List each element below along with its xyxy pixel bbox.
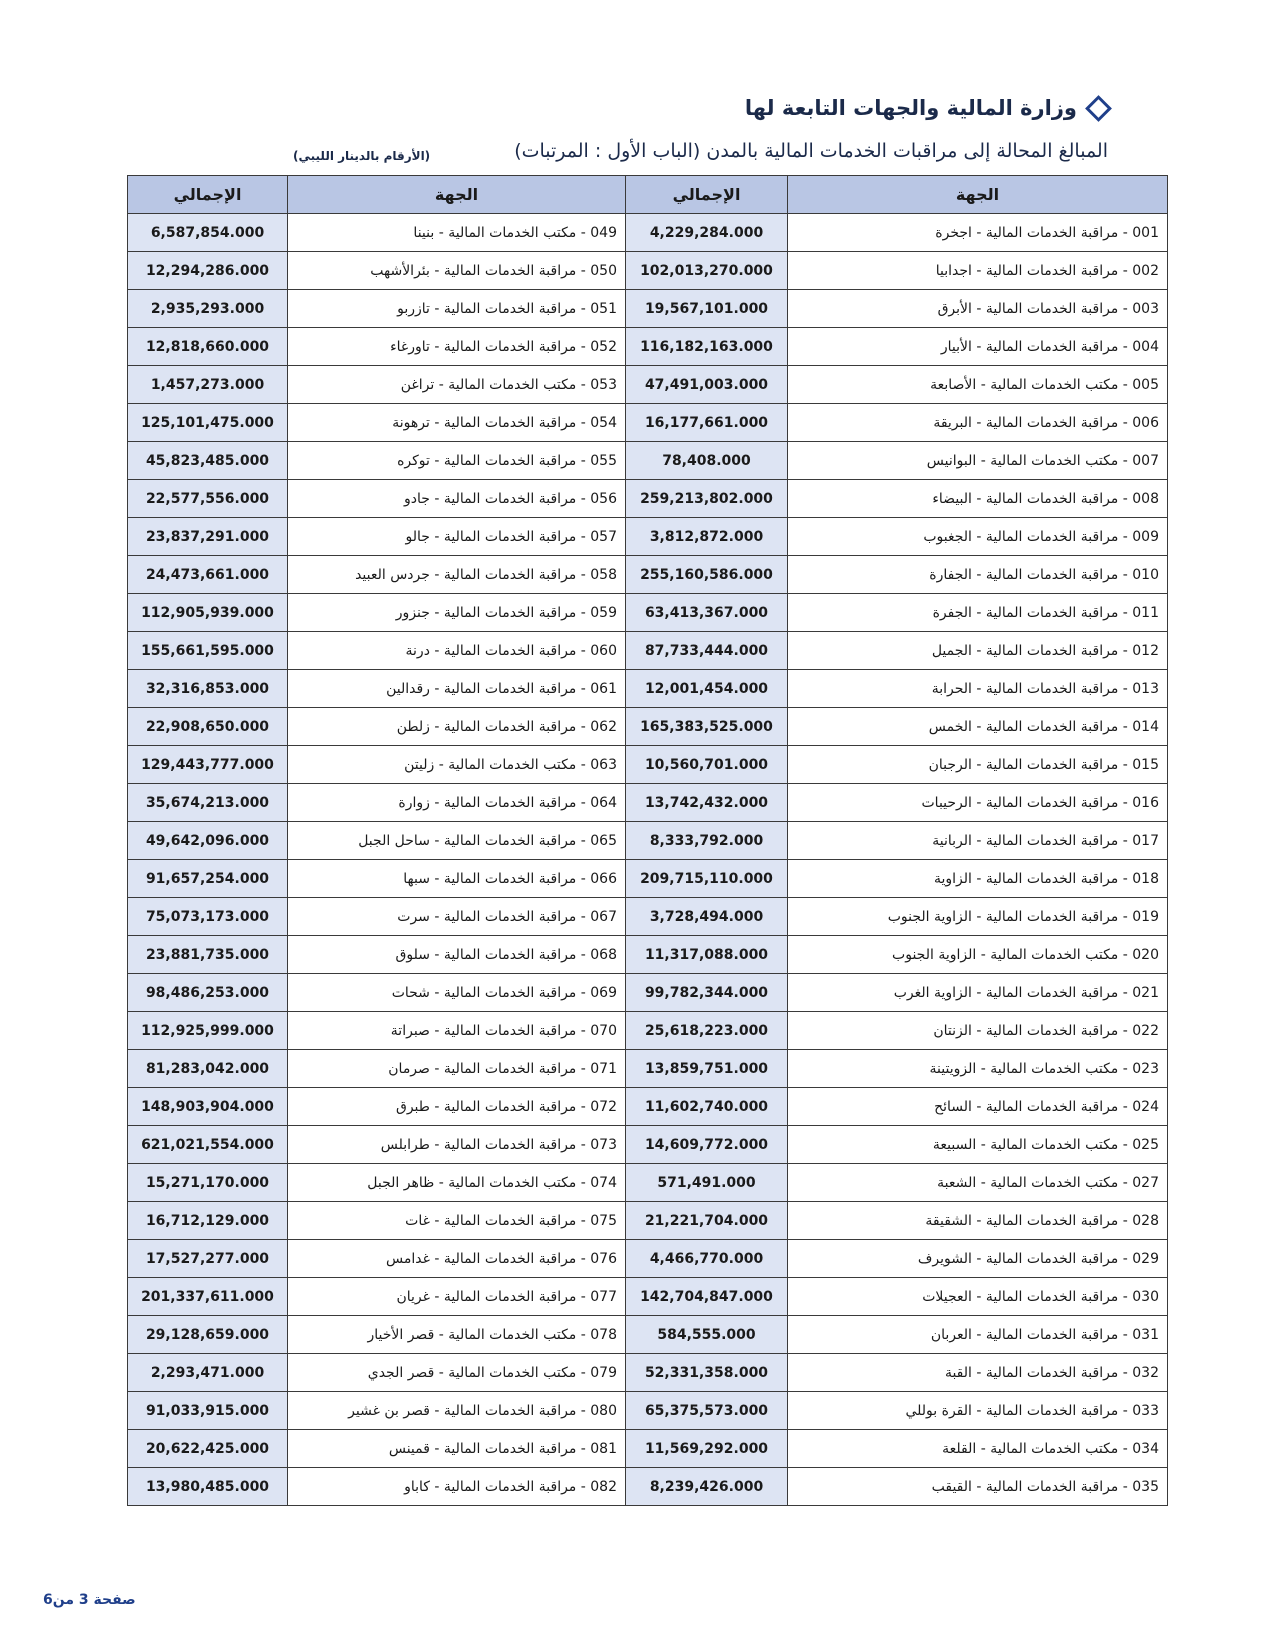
total-amount-cell: 1,457,273.000 [128,366,288,404]
column-header-total-1: الإجمالي [626,176,788,214]
total-amount-cell: 21,221,704.000 [626,1202,788,1240]
total-amount-cell: 47,491,003.000 [626,366,788,404]
total-amount-cell: 63,413,367.000 [626,594,788,632]
table-row [128,1354,1168,1392]
total-amount-cell: 621,021,554.000 [128,1126,288,1164]
entity-name-cell: 057 - مراقبة الخدمات المالية - جالو [288,518,626,556]
table-row [128,1316,1168,1354]
entity-name-cell: 050 - مراقبة الخدمات المالية - بئرالأشهب [288,252,626,290]
entity-name-cell: 018 - مراقبة الخدمات المالية - الزاوية [788,860,1168,898]
entity-name-cell: 060 - مراقبة الخدمات المالية - درنة [288,632,626,670]
total-amount-cell: 2,293,471.000 [128,1354,288,1392]
entity-name-cell: 010 - مراقبة الخدمات المالية - الجفارة [788,556,1168,594]
total-amount-cell: 12,818,660.000 [128,328,288,366]
total-amount-cell: 45,823,485.000 [128,442,288,480]
entity-name-cell: 014 - مراقبة الخدمات المالية - الخمس [788,708,1168,746]
entity-name-cell: 020 - مكتب الخدمات المالية - الزاوية الجنوب [788,936,1168,974]
total-amount-cell: 49,642,096.000 [128,822,288,860]
table-row [128,1126,1168,1164]
table-row [128,1164,1168,1202]
column-header-total-2: الإجمالي [128,176,288,214]
table-row [128,1278,1168,1316]
entity-name-cell: 052 - مراقبة الخدمات المالية - تاورغاء [288,328,626,366]
total-amount-cell: 23,881,735.000 [128,936,288,974]
table-row [128,708,1168,746]
total-amount-cell: 24,473,661.000 [128,556,288,594]
total-amount-cell: 16,712,129.000 [128,1202,288,1240]
title-text: وزارة المالية والجهات التابعة لها [744,96,1077,120]
table-body [128,214,1168,1506]
entity-name-cell: 081 - مراقبة الخدمات المالية - قمينس [288,1430,626,1468]
total-amount-cell: 116,182,163.000 [626,328,788,366]
table-row [128,1240,1168,1278]
total-amount-cell: 4,466,770.000 [626,1240,788,1278]
entity-name-cell: 051 - مراقبة الخدمات المالية - تازربو [288,290,626,328]
entity-name-cell: 016 - مراقبة الخدمات المالية - الرحيبات [788,784,1168,822]
page-number: صفحة 3 من6 [43,1592,136,1608]
entity-name-cell: 001 - مراقبة الخدمات المالية - اجخرة [788,214,1168,252]
total-amount-cell: 12,294,286.000 [128,252,288,290]
entity-name-cell: 002 - مراقبة الخدمات المالية - اجدابيا [788,252,1168,290]
total-amount-cell: 35,674,213.000 [128,784,288,822]
table-row [128,366,1168,404]
entity-name-cell: 008 - مراقبة الخدمات المالية - البيضاء [788,480,1168,518]
total-amount-cell: 91,033,915.000 [128,1392,288,1430]
table-header-row [128,176,1168,214]
entity-name-cell: 078 - مكتب الخدمات المالية - قصر الأخيار [288,1316,626,1354]
entity-name-cell: 029 - مراقبة الخدمات المالية - الشويرف [788,1240,1168,1278]
total-amount-cell: 25,618,223.000 [626,1012,788,1050]
total-amount-cell: 22,908,650.000 [128,708,288,746]
total-amount-cell: 10,560,701.000 [626,746,788,784]
total-amount-cell: 209,715,110.000 [626,860,788,898]
total-amount-cell: 584,555.000 [626,1316,788,1354]
total-amount-cell: 75,073,173.000 [128,898,288,936]
total-amount-cell: 98,486,253.000 [128,974,288,1012]
table-row [128,404,1168,442]
total-amount-cell: 8,239,426.000 [626,1468,788,1506]
entity-name-cell: 074 - مكتب الخدمات المالية - ظاهر الجبل [288,1164,626,1202]
entity-name-cell: 006 - مراقبة الخدمات المالية - البريقة [788,404,1168,442]
entity-name-cell: 065 - مراقبة الخدمات المالية - ساحل الجبل [288,822,626,860]
total-amount-cell: 155,661,595.000 [128,632,288,670]
table-row [128,974,1168,1012]
table-row [128,290,1168,328]
units-note: (الأرقام بالدينار الليبي) [293,149,431,163]
total-amount-cell: 142,704,847.000 [626,1278,788,1316]
entity-name-cell: 076 - مراقبة الخدمات المالية - غدامس [288,1240,626,1278]
entity-name-cell: 030 - مراقبة الخدمات المالية - العجيلات [788,1278,1168,1316]
entity-name-cell: 049 - مكتب الخدمات المالية - بنينا [288,214,626,252]
table-row [128,1392,1168,1430]
entity-name-cell: 077 - مراقبة الخدمات المالية - غريان [288,1278,626,1316]
column-header-entity-1: الجهة [788,176,1168,214]
entity-name-cell: 003 - مراقبة الخدمات المالية - الأبرق [788,290,1168,328]
table-row [128,1468,1168,1506]
total-amount-cell: 11,569,292.000 [626,1430,788,1468]
table-row [128,822,1168,860]
table-row [128,480,1168,518]
entity-name-cell: 055 - مراقبة الخدمات المالية - توكره [288,442,626,480]
table-row [128,632,1168,670]
total-amount-cell: 3,728,494.000 [626,898,788,936]
total-amount-cell: 87,733,444.000 [626,632,788,670]
entity-name-cell: 017 - مراقبة الخدمات المالية - الربانية [788,822,1168,860]
total-amount-cell: 4,229,284.000 [626,214,788,252]
entity-name-cell: 061 - مراقبة الخدمات المالية - رقدالين [288,670,626,708]
table-row [128,1430,1168,1468]
total-amount-cell: 99,782,344.000 [626,974,788,1012]
entity-name-cell: 012 - مراقبة الخدمات المالية - الجميل [788,632,1168,670]
entity-name-cell: 022 - مراقبة الخدمات المالية - الزنتان [788,1012,1168,1050]
total-amount-cell: 29,128,659.000 [128,1316,288,1354]
entity-name-cell: 069 - مراقبة الخدمات المالية - شحات [288,974,626,1012]
total-amount-cell: 12,001,454.000 [626,670,788,708]
total-amount-cell: 13,980,485.000 [128,1468,288,1506]
entity-name-cell: 025 - مكتب الخدمات المالية - السبيعة [788,1126,1168,1164]
entity-name-cell: 031 - مراقبة الخدمات المالية - العربان [788,1316,1168,1354]
total-amount-cell: 2,935,293.000 [128,290,288,328]
table-row [128,1088,1168,1126]
entity-name-cell: 082 - مراقبة الخدمات المالية - كاباو [288,1468,626,1506]
column-header-entity-2: الجهة [288,176,626,214]
entity-name-cell: 032 - مراقبة الخدمات المالية - القبة [788,1354,1168,1392]
entity-name-cell: 073 - مراقبة الخدمات المالية - طرابلس [288,1126,626,1164]
total-amount-cell: 20,622,425.000 [128,1430,288,1468]
total-amount-cell: 78,408.000 [626,442,788,480]
entity-name-cell: 004 - مراقبة الخدمات المالية - الأبيار [788,328,1168,366]
entity-name-cell: 011 - مراقبة الخدمات المالية - الجفرة [788,594,1168,632]
total-amount-cell: 32,316,853.000 [128,670,288,708]
table-row [128,860,1168,898]
table-row [128,214,1168,252]
total-amount-cell: 16,177,661.000 [626,404,788,442]
table-row [128,784,1168,822]
entity-name-cell: 056 - مراقبة الخدمات المالية - جادو [288,480,626,518]
total-amount-cell: 11,317,088.000 [626,936,788,974]
table-row [128,670,1168,708]
entity-name-cell: 066 - مراقبة الخدمات المالية - سبها [288,860,626,898]
total-amount-cell: 125,101,475.000 [128,404,288,442]
total-amount-cell: 65,375,573.000 [626,1392,788,1430]
amounts-table [127,175,1168,1506]
total-amount-cell: 259,213,802.000 [626,480,788,518]
entity-name-cell: 072 - مراقبة الخدمات المالية - طبرق [288,1088,626,1126]
entity-name-cell: 023 - مكتب الخدمات المالية - الزويتينة [788,1050,1168,1088]
entity-name-cell: 071 - مراقبة الخدمات المالية - صرمان [288,1050,626,1088]
total-amount-cell: 112,905,939.000 [128,594,288,632]
table-row [128,1202,1168,1240]
entity-name-cell: 033 - مراقبة الخدمات المالية - القرة بوللي [788,1392,1168,1430]
entity-name-cell: 005 - مكتب الخدمات المالية - الأصابعة [788,366,1168,404]
total-amount-cell: 6,587,854.000 [128,214,288,252]
entity-name-cell: 062 - مراقبة الخدمات المالية - زلطن [288,708,626,746]
total-amount-cell: 15,271,170.000 [128,1164,288,1202]
total-amount-cell: 91,657,254.000 [128,860,288,898]
entity-name-cell: 027 - مكتب الخدمات المالية - الشعبة [788,1164,1168,1202]
entity-name-cell: 035 - مراقبة الخدمات المالية - القيقب [788,1468,1168,1506]
table-row [128,328,1168,366]
table-row [128,1050,1168,1088]
table-row [128,594,1168,632]
entity-name-cell: 013 - مراقبة الخدمات المالية - الحرابة [788,670,1168,708]
total-amount-cell: 102,013,270.000 [626,252,788,290]
total-amount-cell: 81,283,042.000 [128,1050,288,1088]
entity-name-cell: 034 - مكتب الخدمات المالية - القلعة [788,1430,1168,1468]
total-amount-cell: 571,491.000 [626,1164,788,1202]
total-amount-cell: 8,333,792.000 [626,822,788,860]
table-row [128,898,1168,936]
table-row [128,442,1168,480]
table-row [128,556,1168,594]
total-amount-cell: 19,567,101.000 [626,290,788,328]
table-row [128,1012,1168,1050]
total-amount-cell: 3,812,872.000 [626,518,788,556]
total-amount-cell: 22,577,556.000 [128,480,288,518]
entity-name-cell: 024 - مراقبة الخدمات المالية - السائح [788,1088,1168,1126]
table-row [128,518,1168,556]
entity-name-cell: 015 - مراقبة الخدمات المالية - الرجبان [788,746,1168,784]
table-row [128,252,1168,290]
entity-name-cell: 063 - مكتب الخدمات المالية - زليتن [288,746,626,784]
entity-name-cell: 064 - مراقبة الخدمات المالية - زوارة [288,784,626,822]
table-row [128,746,1168,784]
total-amount-cell: 17,527,277.000 [128,1240,288,1278]
total-amount-cell: 14,609,772.000 [626,1126,788,1164]
entity-name-cell: 009 - مراقبة الخدمات المالية - الجغبوب [788,518,1168,556]
entity-name-cell: 070 - مراقبة الخدمات المالية - صبراتة [288,1012,626,1050]
document-title [745,96,1108,120]
total-amount-cell: 112,925,999.000 [128,1012,288,1050]
entity-name-cell: 059 - مراقبة الخدمات المالية - جنزور [288,594,626,632]
total-amount-cell: 52,331,358.000 [626,1354,788,1392]
entity-name-cell: 058 - مراقبة الخدمات المالية - جردس العبيد [288,556,626,594]
total-amount-cell: 165,383,525.000 [626,708,788,746]
total-amount-cell: 13,742,432.000 [626,784,788,822]
total-amount-cell: 13,859,751.000 [626,1050,788,1088]
document-subtitle: المبالغ المحالة إلى مراقبات الخدمات المالية بالمدن (الباب الأول : المرتبات) [514,140,1108,162]
total-amount-cell: 129,443,777.000 [128,746,288,784]
total-amount-cell: 255,160,586.000 [626,556,788,594]
table-row [128,936,1168,974]
entity-name-cell: 054 - مراقبة الخدمات المالية - ترهونة [288,404,626,442]
total-amount-cell: 23,837,291.000 [128,518,288,556]
diamond-bullet-icon [1085,95,1112,122]
entity-name-cell: 053 - مكتب الخدمات المالية - تراغن [288,366,626,404]
entity-name-cell: 028 - مراقبة الخدمات المالية - الشقيقة [788,1202,1168,1240]
entity-name-cell: 067 - مراقبة الخدمات المالية - سرت [288,898,626,936]
entity-name-cell: 080 - مراقبة الخدمات المالية - قصر بن غشير [288,1392,626,1430]
entity-name-cell: 007 - مكتب الخدمات المالية - البوانيس [788,442,1168,480]
entity-name-cell: 021 - مراقبة الخدمات المالية - الزاوية الغرب [788,974,1168,1012]
entity-name-cell: 075 - مراقبة الخدمات المالية - غات [288,1202,626,1240]
entity-name-cell: 019 - مراقبة الخدمات المالية - الزاوية الجنوب [788,898,1168,936]
total-amount-cell: 11,602,740.000 [626,1088,788,1126]
entity-name-cell: 068 - مراقبة الخدمات المالية - سلوق [288,936,626,974]
entity-name-cell: 079 - مكتب الخدمات المالية - قصر الجدي [288,1354,626,1392]
total-amount-cell: 148,903,904.000 [128,1088,288,1126]
total-amount-cell: 201,337,611.000 [128,1278,288,1316]
